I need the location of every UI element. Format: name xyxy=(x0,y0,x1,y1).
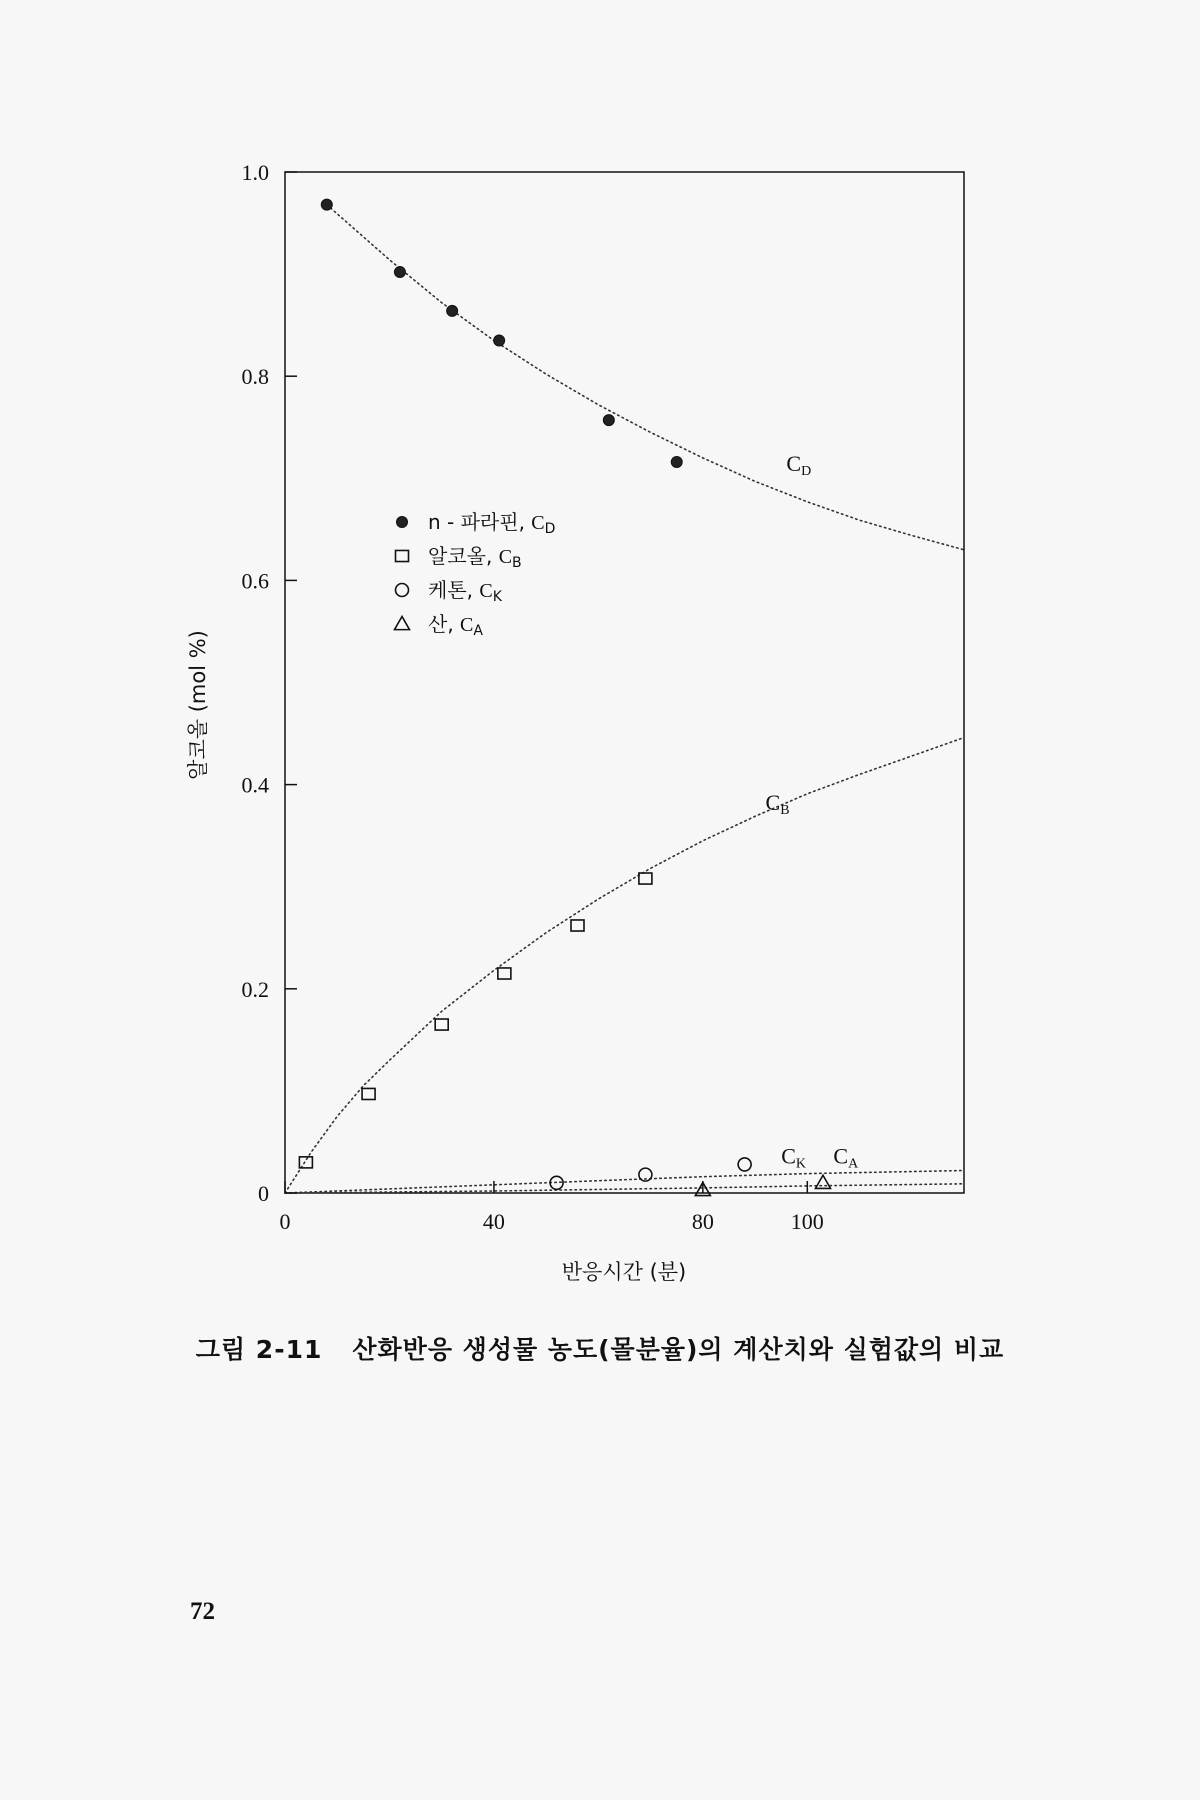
legend-name-K: 케톤, xyxy=(428,578,480,602)
y-tick-label: 1.0 xyxy=(241,160,269,185)
curve-label-A xyxy=(833,1143,859,1171)
curve-label-D-symbol: C xyxy=(786,451,802,477)
figure-number: 그림 2-11 xyxy=(195,1335,323,1364)
data-point-A xyxy=(815,1175,830,1188)
data-point-B xyxy=(571,920,584,931)
curve-label-K-symbol: C xyxy=(781,1143,796,1169)
data-markers xyxy=(299,199,830,1195)
legend-symbol-D: C xyxy=(531,512,545,534)
curve-label-D-subscript: D xyxy=(801,464,812,480)
curve-label-B-symbol: C xyxy=(765,790,781,816)
legend-marker-D xyxy=(397,517,408,528)
curve-label-K-subscript: K xyxy=(795,1156,807,1172)
data-point-D xyxy=(394,267,405,278)
plot-frame xyxy=(285,172,964,1193)
y-axis xyxy=(242,160,298,1206)
legend-label-D xyxy=(428,510,555,537)
legend-subscript-K: K xyxy=(492,589,502,605)
legend-subscript-D: D xyxy=(544,521,556,537)
legend-label-B xyxy=(428,544,522,571)
x-tick-label: 0 xyxy=(279,1209,291,1234)
data-point-D xyxy=(671,456,682,467)
legend-symbol-A: C xyxy=(460,614,474,636)
curve-label-B xyxy=(766,790,790,818)
y-axis-title: 알코올 (mol %) xyxy=(186,630,210,780)
legend-name-D: n - 파라핀, xyxy=(428,510,532,534)
y-tick-label: 0.2 xyxy=(241,976,269,1002)
x-axis-title: 반응시간 (분) xyxy=(561,1260,687,1284)
data-point-D xyxy=(603,415,614,426)
data-point-B xyxy=(435,1019,448,1030)
legend-name-B: 알코올, xyxy=(428,544,499,568)
data-point-B xyxy=(498,968,511,979)
figure-caption xyxy=(0,1330,1200,1366)
legend-subscript-B: B xyxy=(512,555,522,571)
curve-D xyxy=(327,205,964,550)
legend-label-K xyxy=(428,578,503,605)
data-point-D xyxy=(321,199,332,210)
data-point-K xyxy=(738,1158,751,1171)
curve-label-B-subscript: B xyxy=(780,803,790,819)
curve-label-D xyxy=(786,451,811,479)
legend-marker-B xyxy=(396,550,409,561)
y-tick-label: 0 xyxy=(258,1181,269,1206)
legend xyxy=(395,510,556,639)
curve-label-K xyxy=(781,1143,806,1171)
x-axis xyxy=(280,1181,824,1234)
data-point-B xyxy=(362,1088,375,1099)
caption-text: 산화반응 생성물 농도(몰분율)의 계산치와 실험값의 비교 xyxy=(352,1335,1005,1364)
legend-symbol-K: C xyxy=(479,580,493,602)
y-tick-label: 0.6 xyxy=(241,568,269,594)
curve-B xyxy=(285,738,964,1193)
legend-subscript-A: A xyxy=(473,623,483,639)
legend-label-A xyxy=(428,612,483,639)
data-point-D xyxy=(447,305,458,316)
legend-marker-A xyxy=(395,617,410,630)
x-tick-label: 40 xyxy=(482,1209,505,1234)
fit-curves xyxy=(285,205,964,1193)
y-tick-label: 0.8 xyxy=(241,364,269,390)
y-tick-label: 0.4 xyxy=(241,772,269,798)
x-tick-label: 100 xyxy=(790,1209,824,1234)
data-point-B xyxy=(639,873,652,884)
curve-label-A-subscript: A xyxy=(848,1156,859,1172)
legend-marker-K xyxy=(396,584,409,597)
curve-label-A-symbol: C xyxy=(833,1143,849,1169)
page-number: 72 xyxy=(190,1598,215,1625)
data-point-D xyxy=(494,335,505,346)
curve-labels xyxy=(766,451,860,1171)
legend-symbol-B: C xyxy=(498,546,513,568)
legend-name-A: 산, xyxy=(428,612,461,636)
x-tick-label: 80 xyxy=(691,1209,714,1234)
